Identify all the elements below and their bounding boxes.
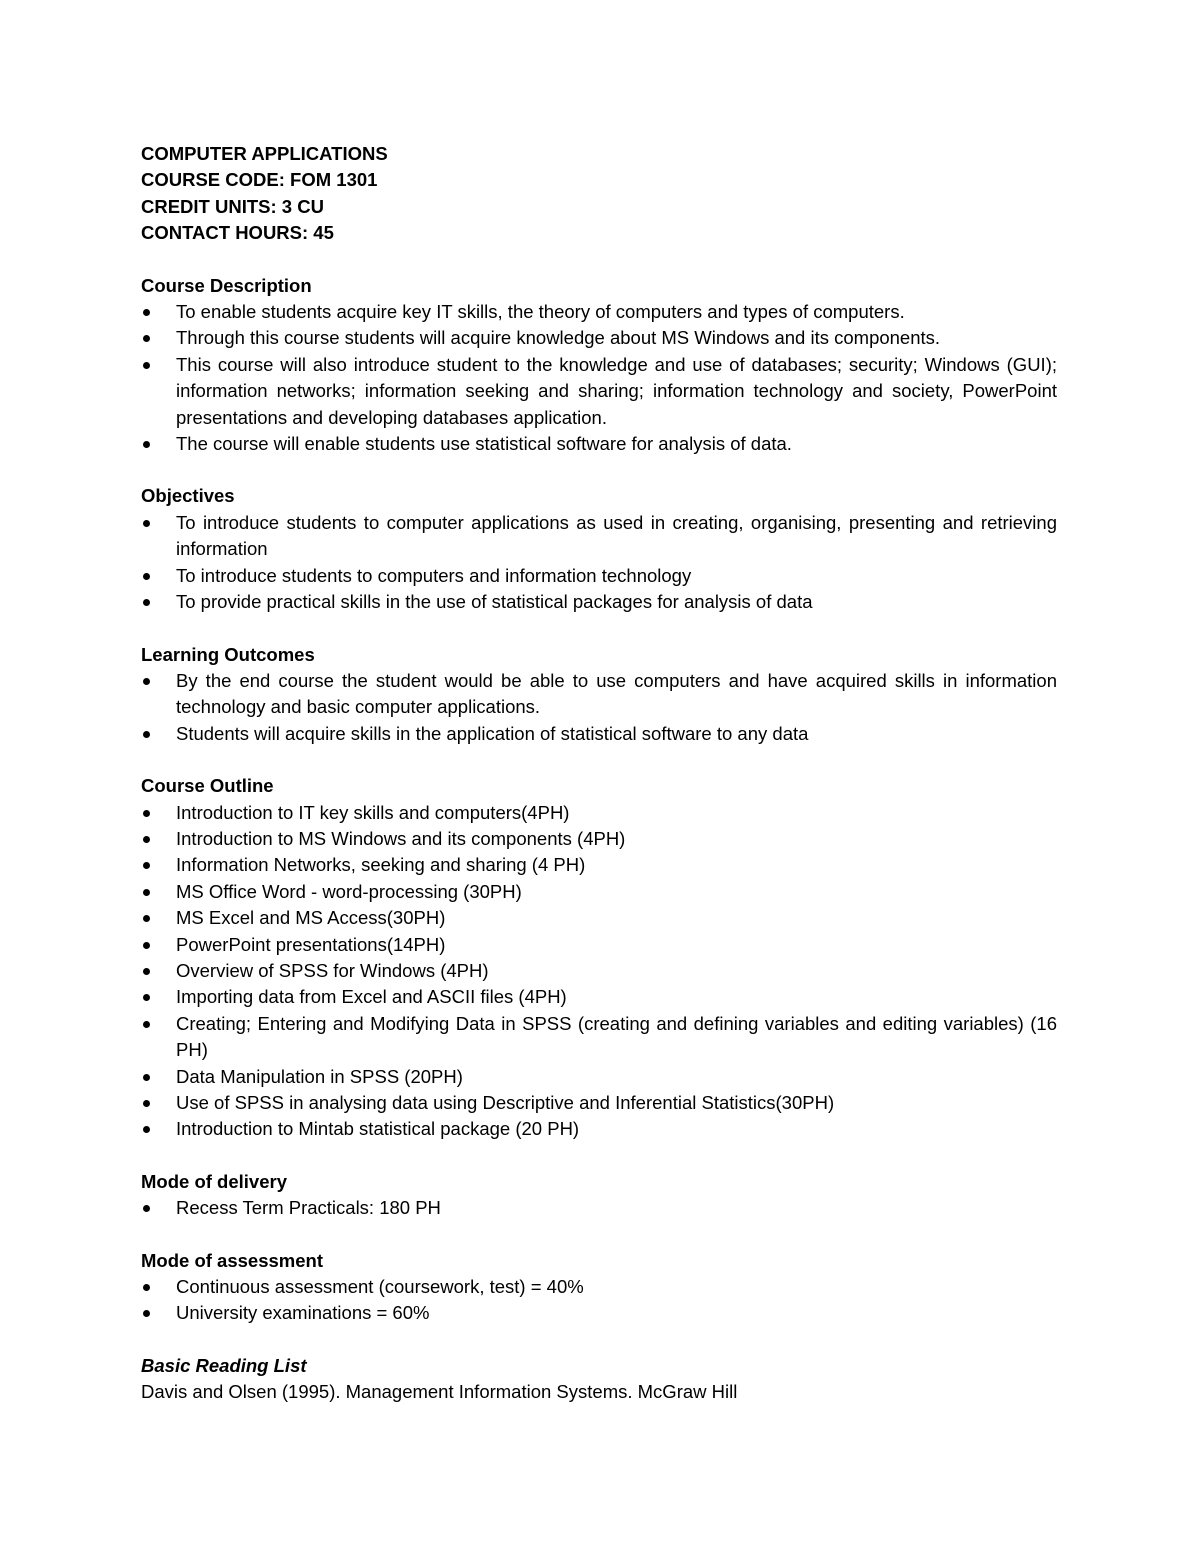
learning-outcomes-section: [141, 642, 1057, 748]
bullet-icon: [143, 968, 150, 975]
section-heading: Course Outline: [141, 775, 274, 797]
bullet-list: [141, 1195, 1057, 1221]
course-code: COURSE CODE: FOM 1301: [141, 169, 378, 191]
bullet-icon: [143, 1021, 150, 1028]
bullet-list: [141, 299, 1057, 457]
list-item: Creating; Entering and Modifying Data in SPSS (creating and defining variables and editing variables) (16 PH): [141, 1011, 1057, 1064]
list-item: Introduction to IT key skills and computers(4PH): [141, 800, 1057, 826]
mode-of-assessment-section: [141, 1248, 1057, 1327]
course-header: [141, 141, 1057, 247]
list-item: Introduction to Mintab statistical package (20 PH): [141, 1116, 1057, 1142]
list-item: Students will acquire skills in the application of statistical software to any data: [141, 721, 1057, 747]
list-item: Introduction to MS Windows and its components (4PH): [141, 826, 1057, 852]
bullet-icon: [143, 994, 150, 1001]
bullet-icon: [143, 836, 150, 843]
list-item: MS Office Word - word-processing (30PH): [141, 879, 1057, 905]
section-heading: Objectives: [141, 485, 235, 507]
credit-units: CREDIT UNITS: 3 CU: [141, 195, 324, 217]
list-item: University examinations = 60%: [141, 1300, 1057, 1326]
bullet-icon: [143, 810, 150, 817]
bullet-icon: [143, 942, 150, 949]
section-heading: Basic Reading List: [141, 1354, 307, 1376]
contact-hours: CONTACT HOURS: 45: [141, 222, 334, 244]
bullet-icon: [143, 1074, 150, 1081]
course-description-section: [141, 273, 1057, 458]
bullet-list: [141, 1274, 1057, 1327]
bullet-icon: [143, 862, 150, 869]
section-heading: Course Description: [141, 274, 312, 296]
section-heading: Mode of assessment: [141, 1249, 323, 1271]
reading-list-entry: Davis and Olsen (1995). Management Information Systems. McGraw Hill: [141, 1381, 738, 1403]
course-title: COMPUTER APPLICATIONS: [141, 143, 388, 164]
bullet-icon: [143, 889, 150, 896]
list-item: Continuous assessment (coursework, test) = 40%: [141, 1274, 1057, 1300]
bullet-icon: [143, 573, 150, 580]
section-heading: Learning Outcomes: [141, 643, 315, 665]
bullet-icon: [143, 335, 150, 342]
reading-list-section: [141, 1353, 1057, 1406]
mode-of-delivery-section: [141, 1169, 1057, 1222]
bullet-icon: [143, 1284, 150, 1291]
bullet-icon: [143, 1100, 150, 1107]
document-page: [141, 141, 1057, 1406]
list-item: Data Manipulation in SPSS (20PH): [141, 1064, 1057, 1090]
bullet-icon: [143, 678, 150, 685]
list-item: Overview of SPSS for Windows (4PH): [141, 958, 1057, 984]
list-item: By the end course the student would be able to use computers and have acquired skills in information technology and basic computer applications.: [141, 668, 1057, 721]
list-item: Information Networks, seeking and sharing (4 PH): [141, 852, 1057, 878]
bullet-icon: [143, 599, 150, 606]
bullet-icon: [143, 1310, 150, 1317]
list-item: Use of SPSS in analysing data using Descriptive and Inferential Statistics(30PH): [141, 1090, 1057, 1116]
course-outline-section: [141, 773, 1057, 1143]
bullet-list: [141, 800, 1057, 1143]
bullet-icon: [143, 915, 150, 922]
section-heading: Mode of delivery: [141, 1170, 287, 1192]
list-item: The course will enable students use statistical software for analysis of data.: [141, 431, 1057, 457]
bullet-icon: [143, 441, 150, 448]
bullet-icon: [143, 1205, 150, 1212]
list-item: To introduce students to computer applications as used in creating, organising, presenting and retrieving information: [141, 510, 1057, 563]
list-item: Importing data from Excel and ASCII files (4PH): [141, 984, 1057, 1010]
list-item: To provide practical skills in the use of statistical packages for analysis of data: [141, 589, 1057, 615]
bullet-list: [141, 668, 1057, 747]
bullet-icon: [143, 1126, 150, 1133]
bullet-icon: [143, 520, 150, 527]
list-item: This course will also introduce student to the knowledge and use of databases; security; Windows (GUI); information networks; information seeking and sharing; information technology and society, PowerPoint presentations and developing databases application.: [141, 352, 1057, 431]
bullet-list: [141, 510, 1057, 616]
list-item: PowerPoint presentations(14PH): [141, 932, 1057, 958]
list-item: To introduce students to computers and information technology: [141, 563, 1057, 589]
objectives-section: [141, 483, 1057, 615]
bullet-icon: [143, 309, 150, 316]
bullet-icon: [143, 362, 150, 369]
list-item: To enable students acquire key IT skills, the theory of computers and types of computers.: [141, 299, 1057, 325]
list-item: Recess Term Practicals: 180 PH: [141, 1195, 1057, 1221]
list-item: MS Excel and MS Access(30PH): [141, 905, 1057, 931]
list-item: Through this course students will acquire knowledge about MS Windows and its components.: [141, 325, 1057, 351]
bullet-icon: [143, 731, 150, 738]
